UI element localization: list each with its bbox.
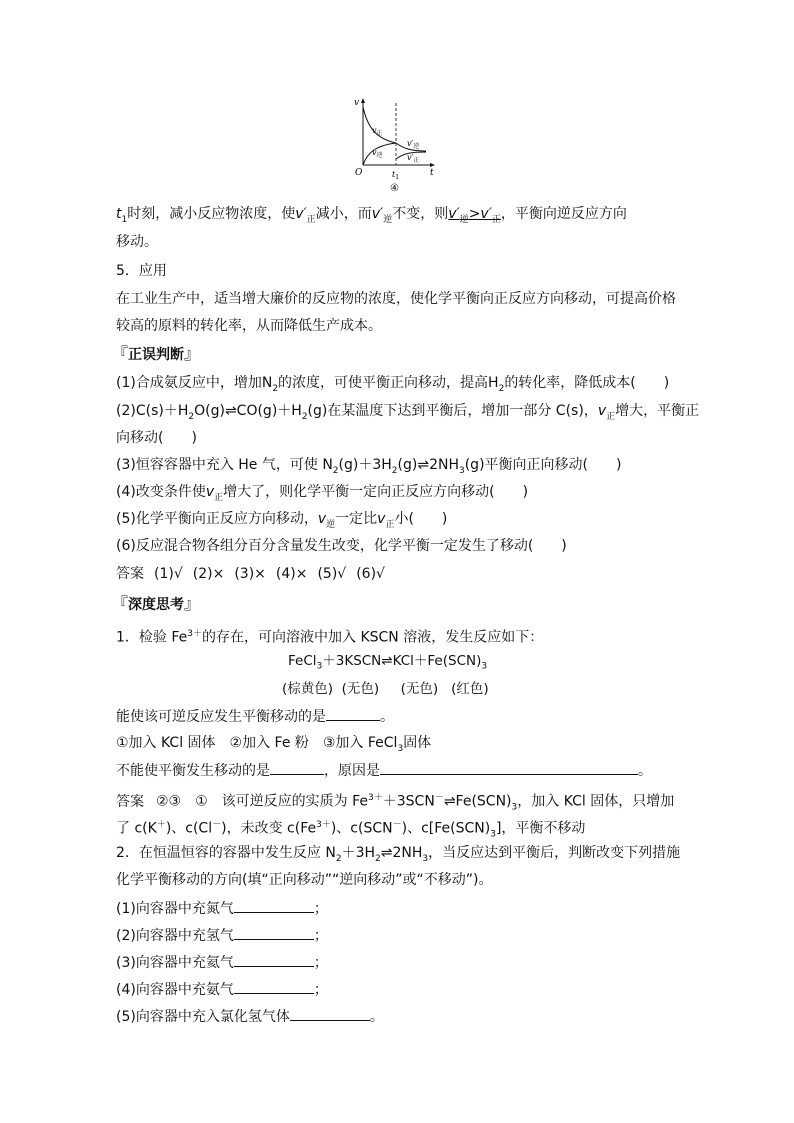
answer-blank-1[interactable] [326,707,380,721]
answer-blank-2[interactable] [270,761,324,775]
zhengwu-q2: $(2)C(s)+H_2O(g)\rightleftharpoons CO(g)+H_2(g)$在某温度下达到平衡后，增加一部分 C(s)，$v_正$增大，平衡正 [116,403,700,422]
zhengwu-q4: (4)改变条件使$v_正$增大了，则化学平衡一定向正反应方向移动( ) [116,484,529,503]
section-5-line1: 在工业生产中，适当增大廉价的反应物的浓度，使化学平衡向正反应方向移动，可提高价格 [116,291,676,307]
v-forward-curve [363,107,396,143]
color-row: (棕黄色) (无色) (无色) (红色) [282,681,489,697]
shendu-sub5: (5)向容器中充入氯化氢气体 。 [116,1009,384,1025]
answer-underlined: $v'_逆>v'_正$ [448,206,501,225]
zhengwu-q5: (5)化学平衡向正反应方向移动，$v_逆$一定比$v_正$小( ) [116,511,448,530]
zhengwu-answer: 答案 (1)√ (2)× (3)× (4)× (5)√ (6)√ [116,566,385,582]
zhengwu-q6: (6)反应混合物各组分百分含量发生改变，化学平衡一定发生了移动( ) [116,538,567,554]
shendu-q1-ask2: 不能使平衡发生移动的是 ，原因是 。 [116,763,652,779]
shendu-q1-ask: 能使该可逆反应发生平衡移动的是 。 [116,709,394,725]
t1-label: $t_1$ [392,170,400,181]
shendu-sub2: (2)向容器中充氢气 ； [116,928,328,944]
origin-label: O [355,168,363,178]
shendu-options: ①加入 KCl 固体 ②加入 Fe 粉 ③加入 FeCl$_3$固体 [116,735,432,754]
x-axis-label: t [430,168,434,178]
x-axis-arrow [430,163,435,167]
figure-caption: ④ [390,183,399,194]
shendu-sub3: (3)向容器中充氦气 ； [116,955,328,971]
shendu-q1: 1．检验 $Fe^{3+}$的存在，可向溶液中加入 KSCN 溶液，发生反应如下： [116,629,544,646]
section-5-line2: 较高的原料的转化率，从而降低生产成本。 [116,318,382,334]
shendu-answer1-line2: 了 c(K＋)、c(Cl－)，未改变 $c(Fe^{3+})$、c(SCN－)、$c[Fe(SCN)_3]$，平衡不移动 [116,820,586,840]
zhengwu-q3: (3)恒容容器中充入 He 气，可使 $N_2(g)+3H_2(g)\rightleftharpoons 2NH_3(g)$平衡向正向移动( ) [116,457,622,476]
answer-blank-sub3[interactable] [234,953,314,967]
answer-blank-sub1[interactable] [234,899,314,913]
shendu-sub4: (4)向容器中充氨气 ； [116,982,328,998]
section-5-title: 5．应用 [116,263,167,279]
answer-blank-sub2[interactable] [234,926,314,940]
answer-blank-sub5[interactable] [290,1007,370,1021]
zhengwu-q2-line2: 向移动( ) [116,430,197,446]
shendu-q2: 2．在恒温恒容的容器中发生反应 $N_2+3H_2\rightleftharpoons 2NH_3$，当反应达到平衡后，判断改变下列措施 [116,845,681,864]
shendu-answer1-line1: 答案 ②③ ① 该可逆反应的实质为 $Fe^{3+}+3SCN^-\rightleftharpoons Fe(SCN)_3$，加入 KCl 固体，只增加 [116,793,675,813]
shendu-sub1: (1)向容器中充氮气 ； [116,901,328,917]
v-reverse-label: $v_逆$ [372,148,383,159]
v-forward-label: $v_正$ [372,126,383,137]
fecl3-equation: $FeCl_3+3KSCN\rightleftharpoons KCl+Fe(SCN)_3$ [288,653,488,672]
y-axis-arrow [361,98,365,103]
t1-symbol: t [116,206,122,222]
answer-blank-3[interactable] [380,761,638,775]
answer-blank-sub4[interactable] [234,980,314,994]
t1-explanation-line1: $t_1$时刻，减小反应物浓度，使$v'_正$减小，而$v'_逆$不变，则$v'_逆>v'_正$，平衡向逆反应方向 [116,206,627,225]
zhengwu-header: 『正误判断』 [112,344,201,363]
zhengwu-q1: (1)合成氨反应中，增加$N_2$的浓度，可使平衡正向移动，提高$H_2$的转化率，降低成本( ) [116,375,670,394]
v-forward-prime-label: $v'_正$ [407,153,420,164]
y-axis-label: v [354,98,360,108]
shendu-header: 『深度思考』 [112,594,201,613]
v-reverse-prime-label: $v'_逆$ [407,139,420,150]
shendu-q2-line2: 化学平衡移动的方向(填“正向移动”“逆向移动”或“不移动”)。 [116,872,493,888]
t1-explanation-line2: 移动。 [116,234,158,250]
rate-time-graph [350,95,450,195]
